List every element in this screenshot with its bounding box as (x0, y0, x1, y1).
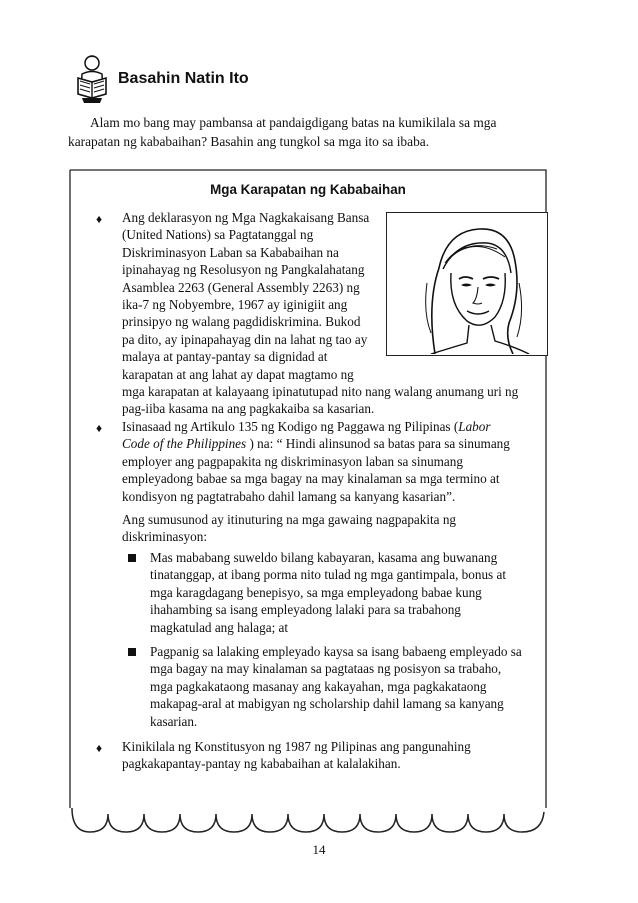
text-line: ipinahayag ng Resolusyon ng Pangkalahatang (122, 262, 365, 278)
rights-box (68, 168, 548, 836)
diamond-bullet-icon: ♦ (96, 421, 103, 435)
italic-segment: Labor (458, 419, 491, 434)
text-line: ihahambing sa isang empleyadong lalaki para sa trabahong (150, 602, 461, 618)
text-line: Diskriminasyon Laban sa Kababaihan na (122, 244, 339, 260)
diamond-bullet-icon: ♦ (96, 741, 103, 755)
text-line: ika-7 ng Nobyembre, 1967 ay iginigiit ang (122, 297, 348, 313)
text-line: mga karapatan at kalayaang ipinatutupad nito nang walang anumang uri ng (122, 384, 519, 400)
person-reading-book-icon (76, 54, 110, 104)
text-line: pagkakapantay-pantay ng kababaihan at kalalakihan. (122, 756, 401, 772)
item-constitution (122, 738, 471, 773)
item-un-declaration (122, 209, 518, 418)
item-labor-code (122, 418, 510, 505)
text-line: karapatan at ang lahat ay dapat magtamo ng (122, 366, 354, 382)
text-line: Ang sumusunod ay itinuturing na mga gawaing nagpapakita ng (122, 512, 457, 527)
text-segment: ) na: “ Hindi alinsunod sa batas para sa sinumang (246, 436, 510, 452)
text-line: mga pagkakataong masanay ang kakayahan, mga pagkakataong (150, 678, 487, 694)
text-line: diskriminasyon: (122, 529, 207, 545)
text-line (122, 435, 510, 452)
text-line: Pagpanig sa lalaking empleyado kaysa sa isang babaeng empleyado sa (150, 644, 522, 659)
text-segment: Isinasaad ng Artikulo 135 ng Kodigo ng Paggawa ng Pilipinas ( (122, 419, 459, 434)
text-line: magkatulad ang halaga; at (150, 619, 289, 635)
page-number: 14 (312, 842, 326, 857)
text-line: Kinikilala ng Konstitusyon ng 1987 ng Pilipinas ang pangunahing (122, 739, 471, 754)
section-title: Basahin Natin Ito (118, 70, 249, 87)
box-title: Mga Karapatan ng Kababaihan (210, 182, 406, 197)
text-line: kondisyon ng pagtatrabaho dahil lamang sa kanyang kasarian”. (122, 488, 456, 504)
text-line: prinsipyo ng walang pagdidiskrimina. Bukod (122, 314, 361, 330)
discrimination-intro (122, 511, 456, 546)
square-bullet-icon (128, 554, 136, 562)
text-line: mga karagdagang benepisyo, sa mga empleyadong babae kung (150, 584, 482, 600)
text-line: employer ang pagpapakita ng diskriminasyon laban sa sinumang (122, 453, 463, 469)
text-line: Ang deklarasyon ng Mga Nagkakaisang Bansa (122, 210, 370, 225)
intro-paragraph (68, 113, 548, 151)
intro-line: Alam mo bang may pambansa at pandaigdigang batas na kumikilala sa mga (90, 115, 497, 130)
text-line: mga bagay na may kinalaman sa pagtataas ng posisyon sa trabaho, (150, 661, 502, 677)
sub-item-favoring-male (150, 643, 522, 730)
text-line: Asamblea 2263 (General Assembly 2263) ng (122, 279, 360, 295)
square-bullet-icon (128, 648, 136, 656)
text-line: tinatanggap, at ibang porma nito tulad ng mga gantimpala, bonus at (150, 567, 506, 583)
text-line: pag-iiba kasama na ang pagkakaiba sa kasarian. (122, 401, 375, 417)
text-line: pa dito, ay ipinapahayag din na lahat ng tao ay (122, 331, 368, 347)
section-header (76, 54, 376, 104)
text-line: malaya at pantay-pantay sa dignidad at (122, 349, 328, 365)
italic-segment: Code of the Philippines (122, 436, 247, 452)
sub-item-lower-wages (150, 549, 506, 636)
intro-line: karapatan ng kababaihan? Basahin ang tungkol sa mga ito sa ibaba. (68, 134, 430, 149)
text-line: (United Nations) sa Pagtatanggal ng (122, 227, 314, 243)
diamond-bullet-icon: ♦ (96, 212, 103, 226)
text-line: Mas mababang suweldo bilang kabayaran, kasama ang buwanang (150, 550, 498, 565)
text-line: makapag-aral at mabigyan ng scholarship dahil lamang sa kanyang (150, 696, 504, 712)
text-line: kasarian. (150, 713, 198, 729)
text-line (122, 418, 510, 435)
text-line: empleyadong babae sa mga bagay na may kinalaman sa mga termino at (122, 471, 500, 487)
